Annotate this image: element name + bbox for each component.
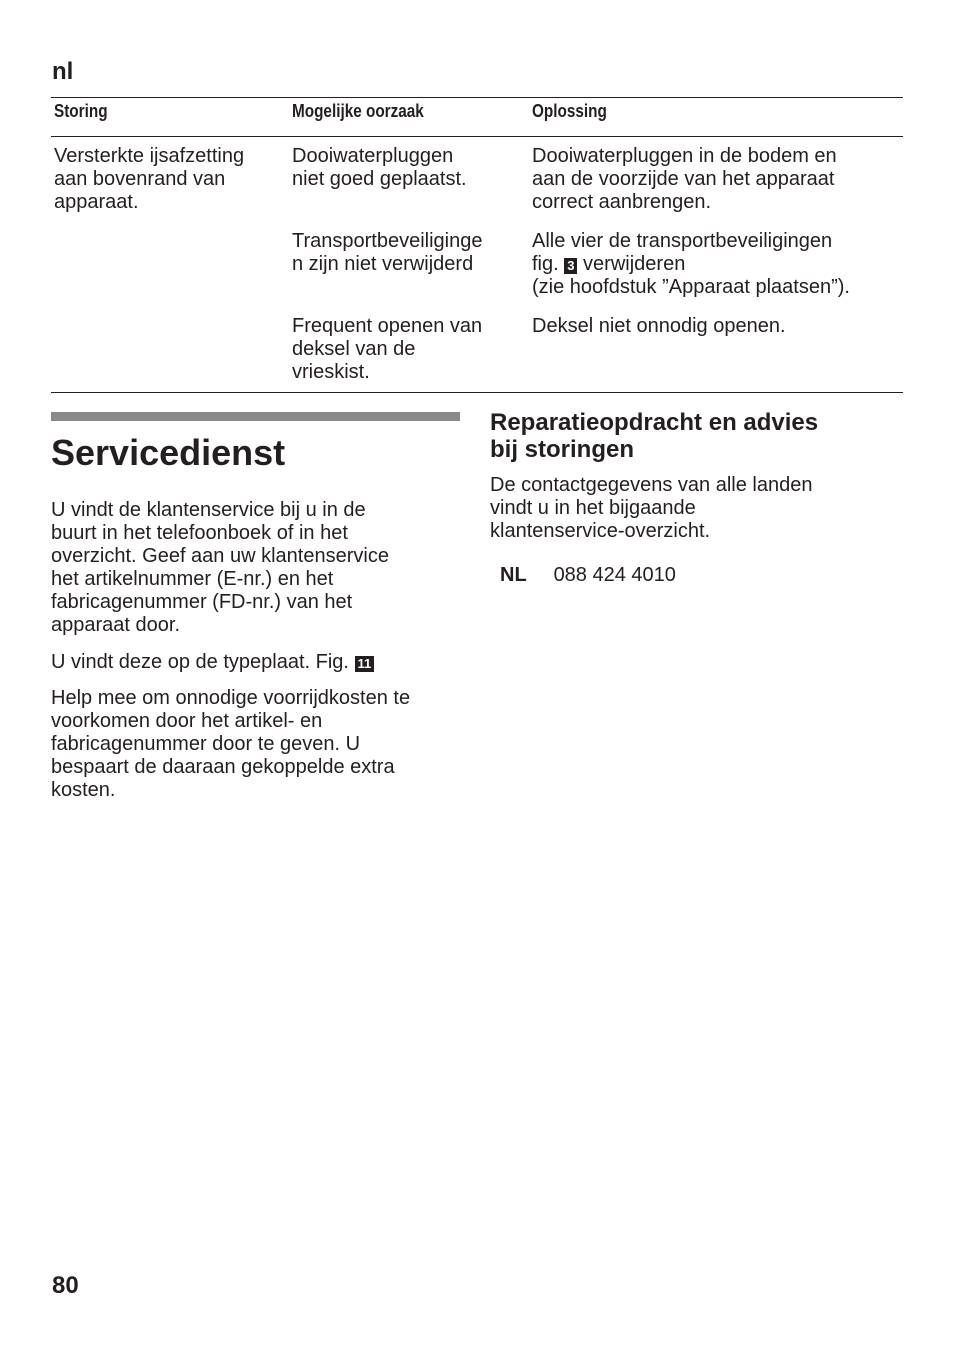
fault-line: aan bovenrand van [54, 168, 226, 190]
solution-cell-1 [532, 145, 902, 214]
table-header-rule [51, 136, 903, 137]
cause-cell-3 [292, 315, 522, 384]
paragraph-line: klantenservice-overzicht. [490, 520, 711, 542]
cause-line: Transportbeveiliginge [292, 230, 483, 252]
cause-line: Frequent openen van [292, 315, 483, 337]
solution-line: Alle vier de transportbeveiligingen [532, 230, 833, 252]
repair-paragraph [490, 474, 900, 543]
solution-text: verwijderen [583, 253, 686, 275]
paragraph-line: U vindt de klantenservice bij u in de [51, 499, 366, 521]
paragraph-line: overzicht. Geef aan uw klantenservice [51, 545, 389, 567]
solution-line: Dooiwaterpluggen in de bodem en [532, 145, 837, 167]
column-header-oorzaak: Mogelijke oorzaak [292, 101, 424, 121]
title-line: bij storingen [490, 436, 634, 463]
paragraph-line: voorkomen door het artikel- en [51, 710, 323, 732]
cause-line: deksel van de [292, 338, 416, 360]
solution-line: aan de voorzijde van het apparaat [532, 168, 835, 190]
fault-line: Versterkte ijsafzetting [54, 145, 245, 167]
paragraph-line: De contactgegevens van alle landen [490, 474, 813, 496]
paragraph-line: kosten. [51, 779, 116, 801]
repair-title [490, 409, 890, 463]
paragraph-line: bespaart de daaraan gekoppelde extra [51, 756, 395, 778]
service-paragraph-3 [51, 687, 471, 802]
contact-row [500, 564, 676, 587]
cause-line: vrieskist. [292, 361, 370, 383]
service-paragraph-2 [51, 651, 471, 674]
paragraph-text: U vindt deze op de typeplaat. Fig. [51, 651, 349, 673]
cause-line: niet goed geplaatst. [292, 168, 467, 190]
paragraph-line: vindt u in het bijgaande [490, 497, 696, 519]
fig-text: fig. [532, 253, 559, 275]
paragraph-line: fabricagenummer door te geven. U [51, 733, 361, 755]
solution-line [532, 253, 902, 276]
fault-line: apparaat. [54, 191, 139, 213]
paragraph-line: Help mee om onnodige voorrijdkosten te [51, 687, 411, 709]
paragraph-line: fabricagenummer (FD-nr.) van het [51, 591, 353, 613]
cause-line: Dooiwaterpluggen [292, 145, 454, 167]
country-code: NL [500, 564, 527, 586]
cause-line: n zijn niet verwijderd [292, 253, 474, 275]
table-top-rule [51, 97, 903, 98]
solution-cell-2 [532, 230, 902, 299]
section-title: Servicedienst [51, 432, 286, 473]
language-label: nl [52, 58, 74, 85]
fault-cell [54, 145, 284, 214]
page-number: 80 [52, 1272, 79, 1299]
solution-line: correct aanbrengen. [532, 191, 712, 213]
paragraph-line: het artikelnummer (E-nr.) en het [51, 568, 334, 590]
service-paragraph-1 [51, 499, 471, 637]
table-bottom-rule [51, 392, 903, 393]
column-header-oplossing: Oplossing [532, 101, 607, 121]
title-line: Reparatieopdracht en advies [490, 409, 819, 436]
figure-reference-icon: 11 [355, 656, 375, 672]
phone-number: 088 424 4010 [553, 564, 676, 586]
solution-cell-3 [532, 315, 902, 338]
cause-cell-2 [292, 230, 522, 276]
cause-cell-1 [292, 145, 522, 191]
figure-reference-icon: 3 [564, 258, 577, 274]
column-header-storing: Storing [54, 101, 108, 121]
paragraph-line: buurt in het telefoonboek of in het [51, 522, 348, 544]
solution-line: Deksel niet onnodig openen. [532, 315, 786, 337]
paragraph-line: apparaat door. [51, 614, 180, 636]
section-bar [51, 412, 460, 421]
solution-line: (zie hoofdstuk ”Apparaat plaatsen”). [532, 276, 850, 298]
